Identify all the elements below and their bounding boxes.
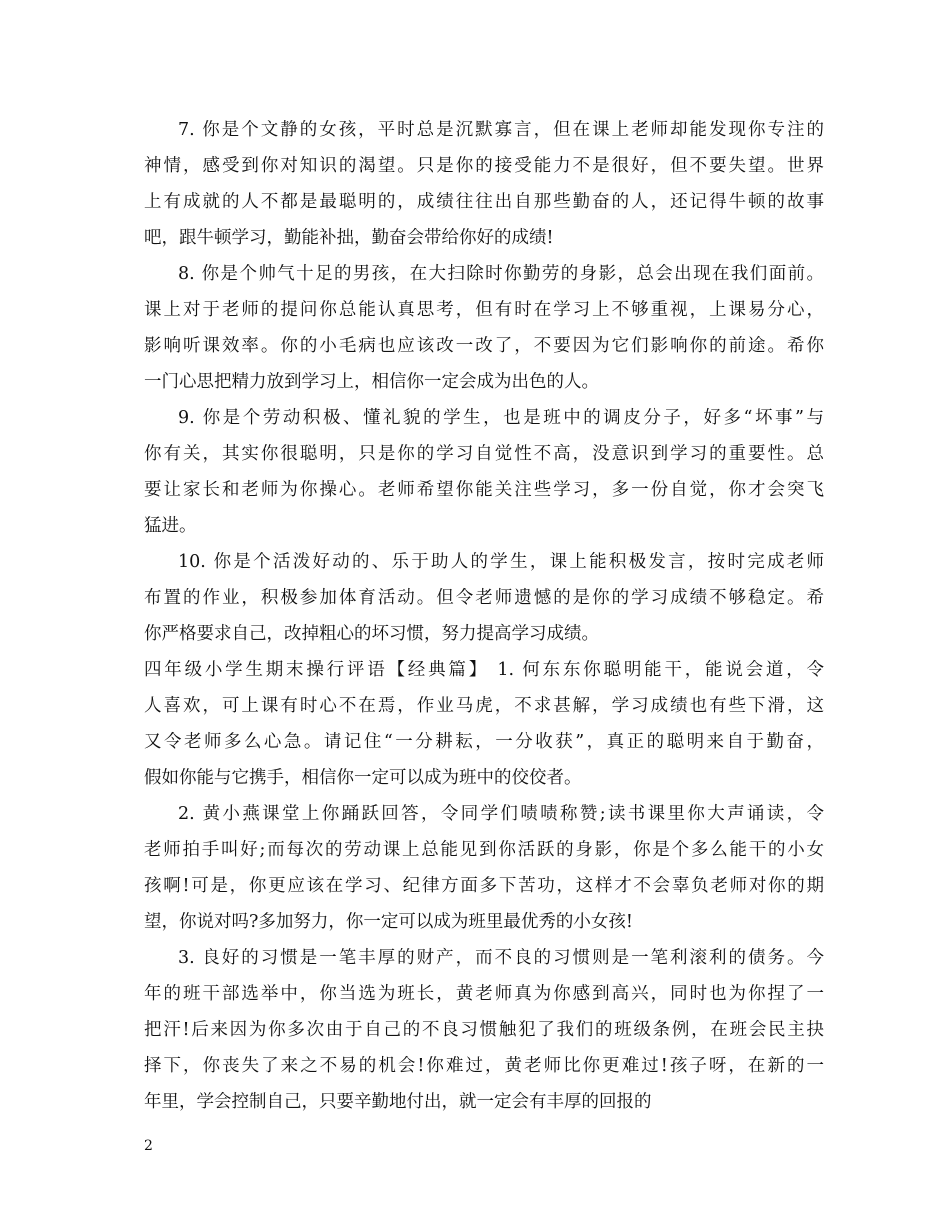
text-line: 望，你说对吗?多加努力，你一定可以成为班里最优秀的小女孩! [144,912,633,932]
text-line: 你严格要求自己，改掉粗心的坏习惯，努力提高学习成绩。 [144,624,599,644]
text-line: 2. 黄小燕课堂上你踊跃回答，令同学们啧啧称赞;读书课里你大声诵读，令 [178,804,824,824]
text-line: 课上对于老师的提问你总能认真思考，但有时在学习上不够重视，上课易分心， [144,300,824,320]
text-line: 又令老师多么心急。请记住“一分耕耘，一分收获”，真正的聪明来自于勤奋， [144,732,824,752]
text-line: 老师拍手叫好;而每次的劳动课上总能见到你活跃的身影，你是个多么能干的小女 [144,840,824,860]
text-line: 把汗!后来因为你多次由于自己的不良习惯触犯了我们的班级条例，在班会民主抉 [144,1020,824,1040]
text-line: 择下，你丧失了来之不易的机会!你难过，黄老师比你更难过!孩子呀，在新的一 [144,1056,824,1076]
text-line: 8. 你是个帅气十足的男孩，在大扫除时你勤劳的身影，总会出现在我们面前。 [178,264,824,284]
text-line: 要让家长和老师为你操心。老师希望你能关注些学习，多一份自觉，你才会突飞 [144,480,824,500]
text-line: 上有成就的人不都是最聪明的，成绩往往出自那些勤奋的人，还记得牛顿的故事 [144,192,824,212]
text-line: 布置的作业，积极参加体育活动。但令老师遗憾的是你的学习成绩不够稳定。希 [144,588,824,608]
text-line: 神情，感受到你对知识的渴望。只是你的接受能力不是很好，但不要失望。世界 [144,156,824,176]
text-line: 影响听课效率。你的小毛病也应该改一改了，不要因为它们影响你的前途。希你 [144,336,824,356]
text-line: 人喜欢，可上课有时心不在焉，作业马虎，不求甚解，学习成绩也有些下滑，这 [144,696,824,716]
text-line: 假如你能与它携手，相信你一定可以成为班中的佼佼者。 [144,768,582,788]
text-line: 猛进。 [144,516,197,536]
text-line: 吧，跟牛顿学习，勤能补拙，勤奋会带给你好的成绩! [144,228,554,248]
text-line: 3. 良好的习惯是一笔丰厚的财产，而不良的习惯则是一笔利滚利的债务。今 [178,948,824,968]
text-line: 9. 你是个劳动积极、懂礼貌的学生，也是班中的调皮分子，好多“坏事”与 [178,408,824,428]
text-line: 10. 你是个活泼好动的、乐于助人的学生，课上能积极发言，按时完成老师 [178,552,824,572]
section-heading-line: 四年级小学生期末操行评语【经典篇】 1. 何东东你聪明能干，能说会道，令 [144,660,824,680]
text-line: 年的班干部选举中，你当选为班长，黄老师真为你感到高兴，同时也为你捏了一 [144,984,824,1004]
page-number: 2 [144,1138,153,1154]
text-line: 一门心思把精力放到学习上，相信你一定会成为出色的人。 [144,372,599,392]
text-line: 孩啊!可是，你更应该在学习、纪律方面多下苦功，这样才不会辜负老师对你的期 [144,876,824,896]
text-line: 7. 你是个文静的女孩，平时总是沉默寡言，但在课上老师却能发现你专注的 [178,120,824,140]
text-line: 你有关，其实你很聪明，只是你的学习自觉性不高，没意识到学习的重要性。总 [144,444,824,464]
text-line: 年里，学会控制自己，只要辛勤地付出，就一定会有丰厚的回报的 [144,1092,652,1112]
